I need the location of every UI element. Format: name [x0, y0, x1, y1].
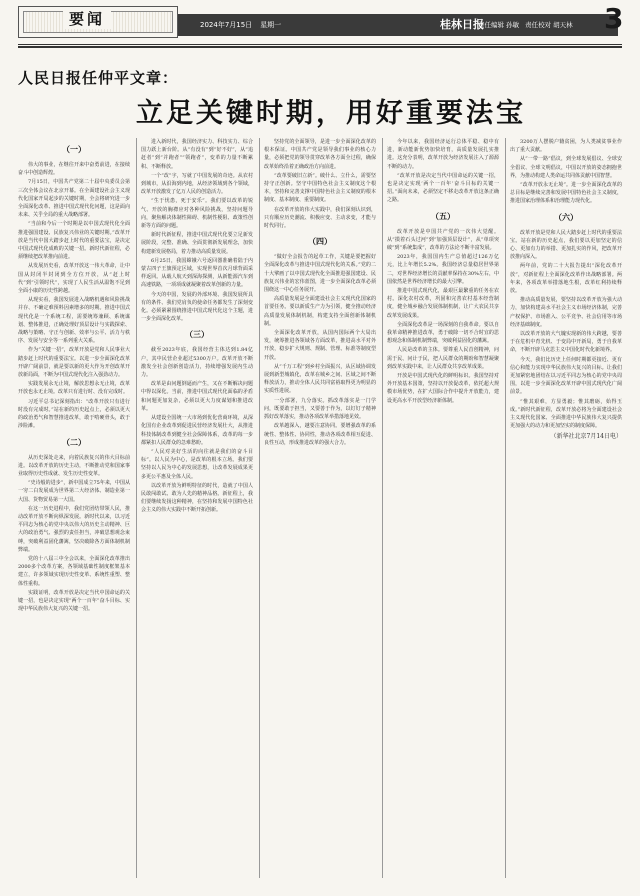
- paragraph: 实践证明，改革开放是决定当代中国命运的关键一招，也是决定实现“两个一百年”奋斗目标、实现中华民族伟大复兴的关键一招。: [18, 589, 130, 613]
- section-heading: （五）: [431, 211, 455, 221]
- paragraph: 7月15日，中国共产党第二十届中央委员会第三次全体会议在北京开幕。在全面建设社会主义现代化国家开局起步的关键时期，全会将研究进一步全面深化改革、推进中国式现代化问题，这是面向未来、关乎全局的重大战略部署。: [18, 179, 130, 219]
- header-rule: [18, 44, 622, 45]
- issue-date: 2024年7月15日: [200, 21, 253, 29]
- editor-credit: 责任编辑 孙敏: [478, 21, 520, 29]
- paragraph: 从现实看，我国发展进入战略机遇和风险挑战并存、不确定难预料因素增多的时期。推进中国式现代化是一个系统工程，需要统筹兼顾、系统谋划、整体推进，正确处理好顶层设计与实践探索、战略与策略、守正与创新、效率与公平、活力与秩序、发展与安全等一系列重大关系。: [18, 297, 130, 345]
- paragraph: “惟其艰难，方显勇毅；惟其磨砺，始得玉成。”新时代新征程，改革开放必将为全面建设社会主义现代化国家、全面推进中华民族伟大复兴提供更加强大的动力和更加坚实的制度保障。: [510, 398, 622, 430]
- text-column-5: [510, 138, 622, 878]
- paragraph: “改革开放是决定当代中国命运的关键一招，也是决定实现‘两个一百年’奋斗目标的关键一招。”面向未来，必须坚定不移走改革开放这条正确之路。: [387, 172, 499, 204]
- paragraph: 坚持党的全面领导，是进一步全面深化改革的根本保证。中国共产党是领导我们事业的核心力量，必须把党的领导贯穿改革各方面全过程，确保改革始终沿着正确政治方向前进。: [264, 139, 376, 170]
- paragraph: “当前和今后一个时期是以中国式现代化全面推进强国建设、民族复兴伟业的关键时期。”改革开放是当代中国大踏步赶上时代的重要法宝，是决定中国式现代化成败的关键一招。新时代新征程，必须继续把改革推向前进。: [18, 221, 130, 261]
- paragraph: 截至2023年底，我国经营主体达到1.84亿户，其中民营企业超过5300万户。改革开放不断激发全社会创新创造活力，持续增强发展内生动力。: [141, 347, 253, 379]
- paragraph: 实践发展永无止境，解放思想永无止境，改革开放也永无止境。改革只有进行时、没有完成时。: [18, 381, 130, 396]
- paragraph: “人民对美好生活的向往就是我们的奋斗目标”。以人民为中心，是改革的根本立场。我们要坚持以人民为中心的发展思想，让改革发展成果更多更公平惠及全体人民。: [141, 448, 253, 480]
- paper-name: 桂林日报: [440, 18, 484, 31]
- paragraph: “生于忧患，死于安乐”。我们要以改革的锐气、开放的胸襟应对各种风险挑战，坚持问题导向，聚焦解决体制性障碍、机制性梗阻、政策性创新等方面的问题。: [141, 198, 253, 230]
- paragraph: 2023年，我国国内生产总值超过126万亿元，比上年增长5.2%。我国经济总量稳居世界第二，对世界经济增长的贡献率保持在30%左右，中国依然是世界经济增长的最大引擎。: [387, 254, 499, 285]
- section-tag: [18, 6, 178, 38]
- paragraph: 全面深化改革开放，从国内国际两个大局出发，统筹推进各领域各方面改革，推进高水平对外开放，稳步扩大规则、规制、管理、标准等制度型开放。: [264, 330, 376, 361]
- section-heading: （六）: [554, 212, 578, 222]
- paragraph: 两年前，党的二十大报告提出“深化改革开放”，对新征程上全面深化改革作出战略部署。两年来，各项改革举措落地生根，改革红利持续释放。: [510, 263, 622, 295]
- paragraph: 改革越深入，越要注意协同。要增强改革的系统性、整体性、协同性，推动各项改革相互促进、良性互动，形成推进改革的强大合力。: [264, 423, 376, 446]
- article-kicker: 人民日报任仲平文章：: [18, 69, 179, 87]
- section-heading: （二）: [62, 437, 86, 447]
- paragraph: 在这一历史进程中，我们党团结带领人民，推动改革开放不断向纵深发展。新时代以来，以习近平同志为核心的党中央以伟大的历史主动精神、巨大的政治勇气、强烈的责任担当，冲破思想观念束缚，突破利益固化藩篱，坚决破除各方面体制机制弊端。: [18, 505, 130, 553]
- paragraph: 人民是改革的主体。要尊重人民首创精神，问需于民、问计于民，把人民群众的期盼和智慧凝聚到改革实践中来，让人民群众共享改革成果。: [387, 347, 499, 370]
- column-rule: [136, 138, 137, 878]
- paragraph: “做好全会报告的起草工作，关键是要把握好全面深化改革与推进中国式现代化的关系。”党的二十大擘画了以中国式现代化全面推进强国建设、民族复兴伟业的宏伟蓝图，进一步全面深化改革必须围绕这一中心任务展开。: [264, 254, 376, 294]
- paragraph: 一分部署，九分落实。抓改革落实是一门学问，既要敢于担当，又要善于作为，以钉钉子精神抓好改革落实，推动各项改革举措落地见效。: [264, 397, 376, 421]
- section-heading: （四）: [308, 237, 332, 247]
- paragraph: 今天，我们比历史上任何时期都更接近、更有信心和能力实现中华民族伟大复兴的目标。让我们更加紧密地团结在以习近平同志为核心的党中央周围，以进一步全面深化改革开辟中国式现代化广阔前景。: [510, 356, 622, 396]
- paragraph: 进入新时代，我国经济实力、科技实力、综合国力跃上新台阶。从“有没有”到“好不好”，从“追赶者”到“并跑者”“领跑者”，变革的力量不断累积、不断释放。: [141, 139, 253, 170]
- weekday: 星期一: [260, 21, 282, 29]
- paragraph: 改革开放是党和人民大踏步赶上时代的重要法宝。站在新的历史起点，我们要以更加坚定的信心、更加有力的举措、更加扎实的作风，把改革开放推向深入。: [510, 229, 622, 261]
- paragraph: “改革要破旧立新”。破什么、立什么，需要坚持守正创新。坚守中国特色社会主义制度这个根本，坚持和完善支撑中国特色社会主义制度的根本制度、基本制度、重要制度。: [264, 172, 376, 204]
- article-body: [18, 138, 622, 878]
- paragraph: 6月25日，我国嫦娥六号返回器准确着陆于内蒙古四子王旗预定区域，实现世界首次月球背面采样返回。从载人航天到深海探测，从新能源汽车到高速铁路，一项项成就凝聚着改革创新的力量。: [141, 257, 253, 289]
- text-column-4: [387, 138, 499, 878]
- paragraph: 从“千万工程”到乡村全面振兴，从区域协调发展到新型城镇化，改革在城乡之间、区域之间不断释放活力，推动全体人民共同富裕取得更为明显的实质性进展。: [264, 363, 376, 395]
- article-headline: 立足关键时期，用好重要法宝: [136, 98, 526, 129]
- editors-line: [478, 14, 579, 36]
- paragraph: 开放是中国式现代化的鲜明标识。我国坚持对外开放基本国策，坚持以开放促改革，依托超大规模市场优势，在扩大国际合作中提升开放能力，建设更高水平开放型经济新体制。: [387, 373, 499, 404]
- paragraph: 以改革开放为鲜明特征的时代，造就了中国人民敢闯敢试、敢为人先的精神品格。新征程上，我们要继续发扬这种精神，在坚持和发展中国特色社会主义的伟大实践中不断开拓创新。: [141, 482, 253, 514]
- paragraph: 改革开放是中国共产党的一次伟大觉醒。从“摸着石头过河”到“加强顶层设计”，从“单项突破”到“系统集成”，改革的方法论不断丰富发展。: [387, 228, 499, 252]
- paragraph: 新时代新征程，推进中国式现代化要立足新发展阶段，完整、准确、全面贯彻新发展理念，加快构建新发展格局，着力推动高质量发展。: [141, 232, 253, 255]
- paragraph: 推动高质量发展，要坚持以改革开放为强大动力，加快构建高水平社会主义市场经济体制，完善产权保护、市场准入、公平竞争、社会信用等市场经济基础制度。: [510, 297, 622, 328]
- section-heading: （三）: [185, 330, 209, 340]
- paragraph: 全面深化改革是一场深刻的自我革命。要以自我革命精神推进改革，勇于破除一切不合时宜的思想观念和体制机制弊端，突破利益固化的藩篱。: [387, 321, 499, 345]
- article-byline: （新华社北京7月14日电）: [550, 432, 622, 440]
- paragraph: “史诗般的进步”，新中国成立75年来，中国从一穷二白发展成为世界第二大经济体、制造业第一大国、货物贸易第一大国。: [18, 480, 130, 503]
- page-header: [0, 0, 640, 42]
- paragraph: “改革开放永无止境”。进一步全面深化改革的总目标是继续完善和发展中国特色社会主义制度，推进国家治理体系和治理能力现代化。: [510, 182, 622, 205]
- paragraph: 从发展历史看，改革开放这一伟大革命，让中国从封闭半封闭到全方位开放，从“赶上时代”到“引领时代”，实现了人民生活从温饱不足到全面小康的历史性跨越。: [18, 263, 130, 295]
- paragraph: 在改革开放的伟大实践中，我们深刻认识到，只有顺应历史潮流、积极应变、主动求变，才能与时代同行。: [264, 206, 376, 230]
- paragraph: 改革是由问题倒逼而产生，又在不断解决问题中得以深化。当前，推进中国式现代化面临的矛盾和问题更加复杂，必须以更大力度谋划和推进改革。: [141, 381, 253, 412]
- paragraph: 从建设全国统一大市场到优化营商环境，从深化国有企业改革到促进民营经济发展壮大，从推进科技体制改革到健全社会保障体系，改革的每一步都紧扣人民群众的急难愁盼。: [141, 415, 253, 446]
- section-heading: （一）: [62, 145, 86, 154]
- text-column-3: [264, 138, 376, 878]
- date-line: [200, 14, 289, 36]
- paragraph: 推进中国式现代化，最艰巨最繁重的任务在农村。深化农村改革，巩固和完善农村基本经营制度，健全城乡融合发展体制机制，让广大农民共享改革发展成果。: [387, 288, 499, 319]
- header-bar: [178, 14, 618, 36]
- text-column-2: [141, 138, 253, 878]
- paragraph: 以改革开放的大气魄实现新的伟大跨越，要善于在危机中育先机、于变局中开新局，勇于自我革命，不断开辟马克思主义中国化时代化新境界。: [510, 331, 622, 354]
- paragraph: 今天的中国，发展的外部环境、我国发展所具有的条件、我们党肩负的使命任务都发生了深刻变化。必须紧紧围绕推进中国式现代化这个主题，进一步全面深化改革。: [141, 291, 253, 323]
- column-rule: [259, 138, 260, 878]
- proofreader-credit: 责任校对 胡天林: [525, 21, 573, 29]
- page-number: 3: [604, 2, 624, 35]
- column-rule: [382, 138, 383, 878]
- paragraph: 高质量发展是全面建设社会主义现代化国家的首要任务。要以新质生产力为引领，健全推动经济高质量发展体制机制，构建支持全面创新体制机制。: [264, 296, 376, 327]
- column-rule: [505, 138, 506, 878]
- paragraph: 一个“改”字，写就了中国发展的奇迹。从农村到城市，从沿海到内地，从经济领域到各个领域，改革开放激发了亿万人民的创造活力。: [141, 172, 253, 196]
- paragraph: 3200万人摆脱户籍贫困，为人类减贫事业作出了重大贡献。: [510, 139, 622, 154]
- section-name: 要闻: [63, 9, 111, 29]
- paragraph: 伟大的事业，在继往开来中奋勇前进，在接续奋斗中创造辉煌。: [18, 162, 130, 177]
- paragraph: 从历史深处走来，向着民族复兴的伟大目标前进。以改革开放的历史主动，不断推动党和国家事业取得历史性成就、发生历史性变革。: [18, 454, 130, 477]
- paragraph: 习近平总书记深刻指出：“改革开放只有进行时没有完成时。”站在新的历史起点上，必须以更大的政治勇气和智慧推进改革，敢于啃硬骨头，敢于涉险滩。: [18, 398, 130, 430]
- paragraph: 党的十八届三中全会以来，全面深化改革推出2000多个改革方案，各领域基础性制度框架基本建立，许多领域实现历史性变革、系统性重塑、整体性重构。: [18, 555, 130, 587]
- paragraph: 今年以来，我国经济运行总体平稳、稳中有进，新动能新优势加快培育，高质量发展扎实推进。这充分表明，改革开放为经济发展注入了源源不断的动力。: [387, 139, 499, 170]
- paragraph: 从“一带一路”倡议，到全球发展倡议、全球安全倡议、全球文明倡议，中国以开放的姿态拥抱世界，为推动构建人类命运共同体贡献中国智慧。: [510, 156, 622, 179]
- header-rule-thick: [18, 46, 622, 48]
- text-column-1: [18, 138, 130, 878]
- paragraph: 作为“关键一招”，改革开放是党和人民事业大踏步赶上时代的重要法宝。以进一步全面深化改革开辟广阔前景，就是要以新的更大作为开创改革开放新局面，不断为中国式现代化注入强劲动力。: [18, 347, 130, 379]
